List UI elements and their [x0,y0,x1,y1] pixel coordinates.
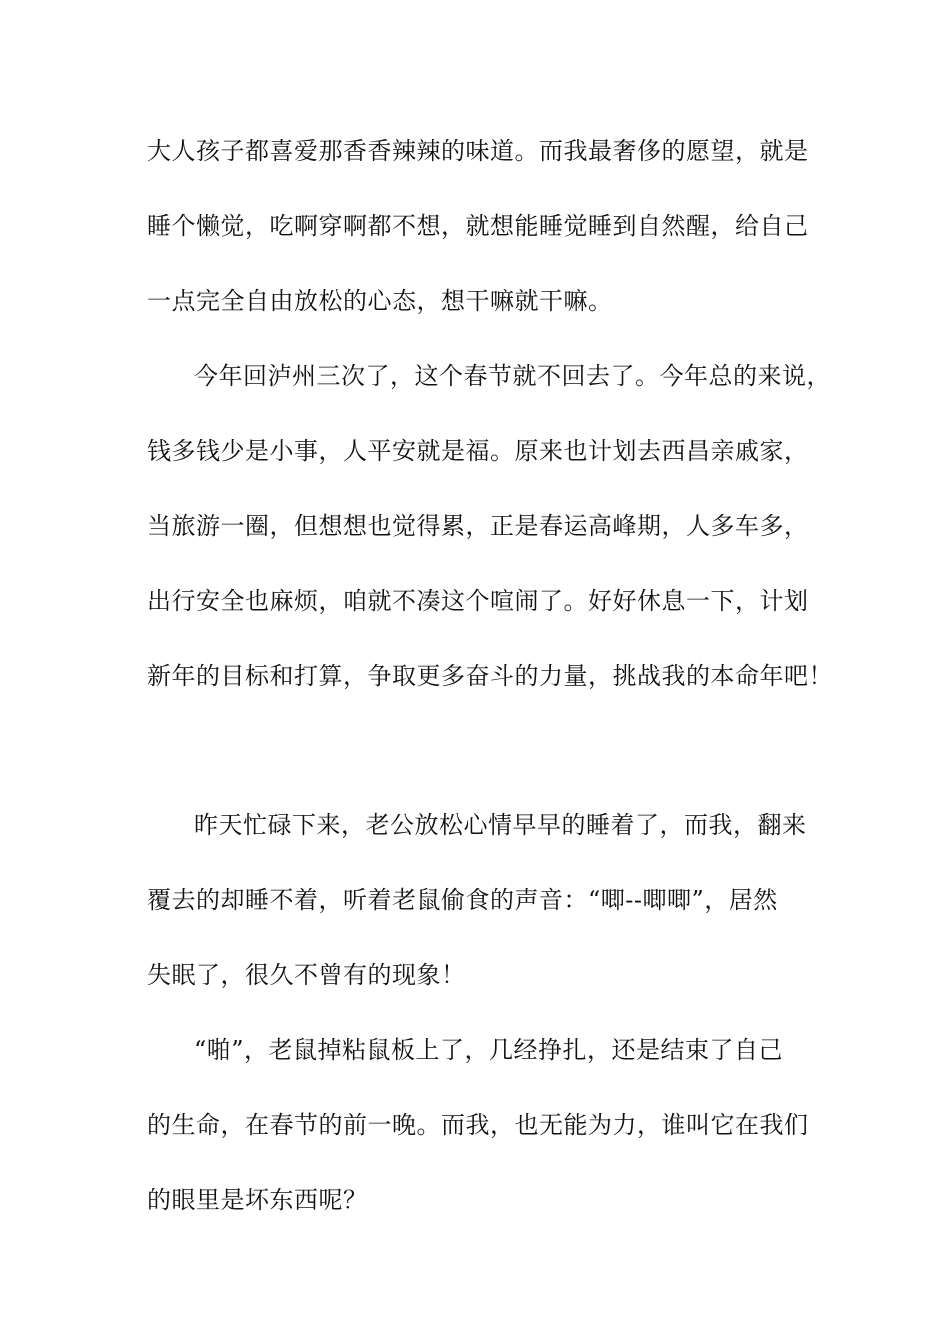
text-line: 当旅游一圈，但想想也觉得累，正是春运高峰期，人多车多， [147,512,809,540]
text-line: “啪”，老鼠掉粘鼠板上了，几经挣扎，还是结束了自己 [194,1036,784,1064]
text-line: 昨天忙碌下来，老公放松心情早早的睡着了，而我，翻来 [194,811,807,839]
text-line: 睡个懒觉，吃啊穿啊都不想，就想能睡觉睡到自然醒，给自己 [147,212,809,240]
text-line: 的眼里是坏东西呢？ [147,1186,368,1214]
text-line: 新年的目标和打算，争取更多奋斗的力量，挑战我的本命年吧！ [147,662,833,690]
text-line: 大人孩子都喜爱那香香辣辣的味道。而我最奢侈的愿望，就是 [147,137,809,165]
text-line: 钱多钱少是小事，人平安就是福。原来也计划去西昌亲戚家， [147,437,809,465]
text-line: 出行安全也麻烦，咱就不凑这个喧闹了。好好休息一下，计划 [147,587,809,615]
text-line: 的生命，在春节的前一晚。而我，也无能为力，谁叫它在我们 [147,1111,809,1139]
text-line: 今年回泸州三次了，这个春节就不回去了。今年总的来说， [194,362,831,390]
text-line: 覆去的却睡不着，听着老鼠偷食的声音：“唧--唧唧”，居然 [147,886,778,914]
text-line: 一点完全自由放松的心态，想干嘛就干嘛。 [147,287,613,315]
text-line: 失眠了，很久不曾有的现象！ [147,961,466,989]
